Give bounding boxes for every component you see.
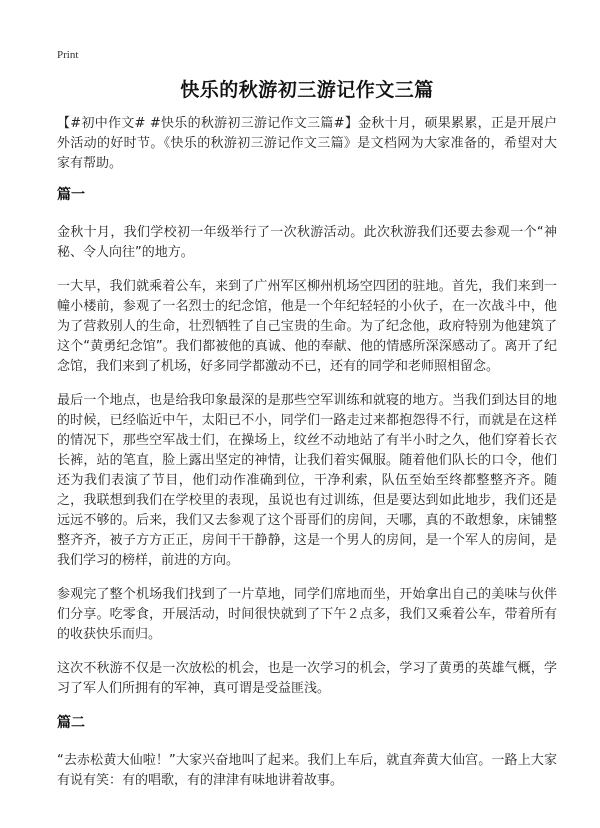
section-1 <box>57 185 557 699</box>
paragraph: 最后一个地点，也是给我印象最深的是那些空军训练和就寝的地方。当我们到达目的地的时候，已经临近中午，太阳已不小，同学们一路走过来都抱怨得不行，而就是在这样的情况下，那些空军战士们，在操场上，纹丝不动地站了有半小时之久，他们穿着长衣长裤，站的笔直，脸上露出坚定的神情，让我们着实佩服。随着他们队长的口令，他们还为我们表演了节目，他们动作准确到位，干净利索，队伍至始至终都整整齐齐。随之，我联想到我们在学校里的表现，虽说也有过训练，但是要达到如此地步，我们还是远远不够的。后来，我们又去参观了这个哥哥们的房间，天哪，真的不敢想象，床铺整整齐齐，被子方方正正，房间干干静静，这是一个男人的房间，是一个军人的房间，是我们学习的榜样，前进的方向。 <box>57 393 557 568</box>
section-heading: 篇二 <box>57 715 85 731</box>
page-title: 快乐的秋游初三游记作文三篇 <box>180 79 434 101</box>
paragraph: 金秋十月，我们学校初一年级举行了一次秋游活动。此次秋游我们还要去参观一个“神秘、令人向往”的地方。 <box>57 225 557 260</box>
paragraph: “去赤松黄大仙啦！”大家兴奋地叫了起来。我们上车后，就直奔黄大仙宫。一路上大家有说有笑：有的唱歌，有的津津有味地讲着故事。 <box>57 753 557 788</box>
print-label: Print <box>57 49 79 61</box>
section-heading: 篇一 <box>57 187 85 203</box>
document-page <box>57 0 557 791</box>
paragraph: 这次不秋游不仅是一次放松的机会，也是一次学习的机会，学习了黄勇的英雄气概，学习了军人们所拥有的军神，真可谓是受益匪浅。 <box>57 661 557 696</box>
paragraph: 一大早，我们就乘着公车，来到了广州军区柳州机场空四团的驻地。首先，我们来到一幢小楼前，参观了一名烈士的纪念馆，他是一个年纪轻轻的小伙子，在一次战斗中，他为了营救别人的生命，壮烈牺牲了自己宝贵的生命。为了纪念他，政府特别为他建筑了这个“黄勇纪念馆”。我们都被他的真诚、他的奉献、他的情感所深深感动了。离开了纪念馆，我们来到了机场，好多同学都激动不已，还有的同学和老师照相留念。 <box>57 279 557 374</box>
section-2 <box>57 713 557 791</box>
intro-paragraph: 【#初中作文# #快乐的秋游初三游记作文三篇#】金秋十月，硕果累累，正是开展户外活动的好时节。《快乐的秋游初三游记作文三篇》是文档网为大家准备的，希望对大家有帮助。 <box>57 116 557 171</box>
paragraph: 参观完了整个机场我们找到了一片草地，同学们席地而坐，开始拿出自己的美味与伙伴们分享。吃零食，开展活动，时间很快就到了下午２点多，我们又乘着公车，带着所有的收获快乐而归。 <box>57 587 557 642</box>
